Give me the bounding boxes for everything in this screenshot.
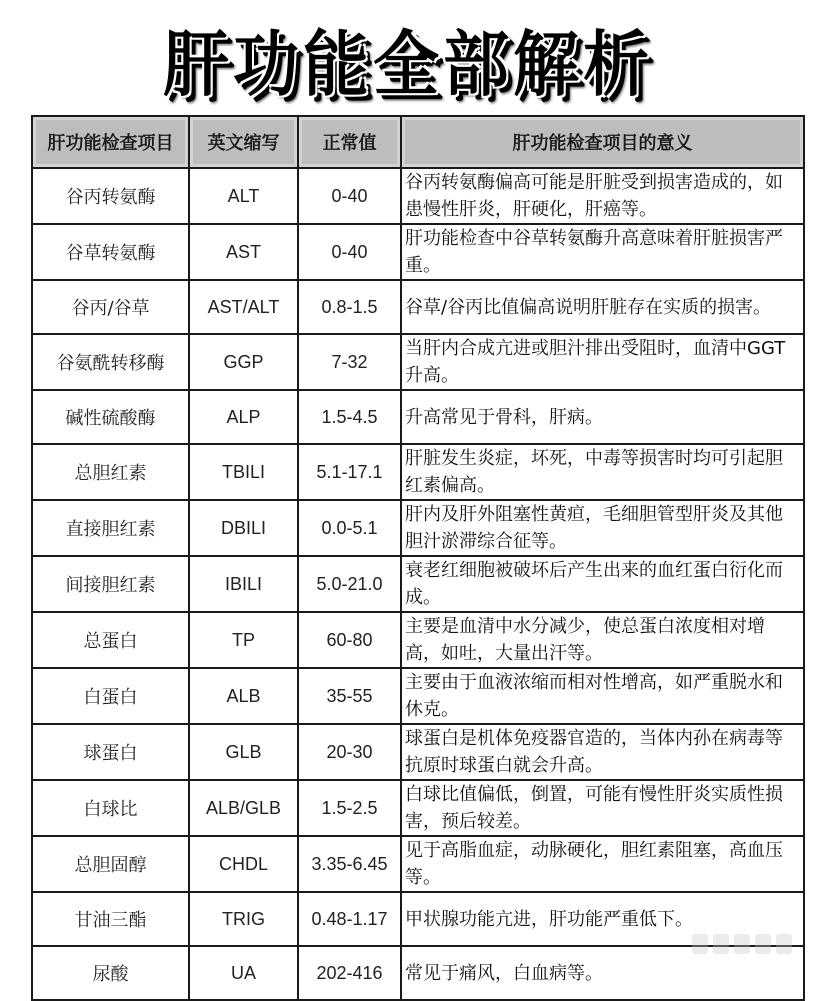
table-row [32, 724, 804, 780]
normal-range: 0.8-1.5 [298, 280, 401, 334]
test-name: 间接胆红素 [32, 556, 189, 612]
test-abbreviation: TBILI [189, 444, 298, 500]
header-test-item: 肝功能检查项目 [32, 116, 189, 168]
header-meaning: 肝功能检查项目的意义 [401, 116, 804, 168]
page-title: 肝功能全部解析 [163, 22, 653, 107]
test-name: 碱性硫酸酶 [32, 390, 189, 444]
table-row [32, 168, 804, 224]
watermark-glyph [692, 934, 708, 954]
normal-range: 5.1-17.1 [298, 444, 401, 500]
test-meaning: 当肝内合成亢进或胆汁排出受阻时，血清中GGT升高。 [401, 334, 804, 390]
normal-range: 202-416 [298, 946, 401, 1000]
header-normal-range: 正常值 [298, 116, 401, 168]
normal-range: 60-80 [298, 612, 401, 668]
watermark-glyph [713, 934, 729, 954]
normal-range: 20-30 [298, 724, 401, 780]
test-abbreviation: GGP [189, 334, 298, 390]
table-row [32, 892, 804, 946]
watermark-glyph [734, 934, 750, 954]
table-row [32, 280, 804, 334]
normal-range: 7-32 [298, 334, 401, 390]
test-name: 总蛋白 [32, 612, 189, 668]
table-row [32, 500, 804, 556]
test-name: 谷草转氨酶 [32, 224, 189, 280]
normal-range: 0.48-1.17 [298, 892, 401, 946]
table-row [32, 668, 804, 724]
test-meaning: 谷草/谷丙比值偏高说明肝脏存在实质的损害。 [401, 280, 804, 334]
table-row [32, 334, 804, 390]
table-row [32, 612, 804, 668]
table-row [32, 390, 804, 444]
test-meaning: 常见于痛风，白血病等。 [401, 946, 804, 1000]
test-meaning: 肝内及肝外阻塞性黄疸，毛细胆管型肝炎及其他胆汁淤滞综合征等。 [401, 500, 804, 556]
test-abbreviation: UA [189, 946, 298, 1000]
test-name: 谷丙/谷草 [32, 280, 189, 334]
test-name: 白蛋白 [32, 668, 189, 724]
test-meaning: 衰老红细胞被破坏后产生出来的血红蛋白衍化而成。 [401, 556, 804, 612]
test-abbreviation: IBILI [189, 556, 298, 612]
test-meaning: 肝功能检查中谷草转氨酶升高意味着肝脏损害严重。 [401, 224, 804, 280]
normal-range: 3.35-6.45 [298, 836, 401, 892]
test-meaning: 见于高脂血症，动脉硬化，胆红素阻塞，高血压等。 [401, 836, 804, 892]
test-meaning: 球蛋白是机体免疫器官造的，当体内孙在病毒等抗原时球蛋白就会升高。 [401, 724, 804, 780]
table-header-row [32, 116, 804, 168]
table-row [32, 444, 804, 500]
test-abbreviation: GLB [189, 724, 298, 780]
normal-range: 0-40 [298, 224, 401, 280]
normal-range: 35-55 [298, 668, 401, 724]
table-row [32, 556, 804, 612]
test-meaning: 肝脏发生炎症，坏死，中毒等损害时均可引起胆红素偏高。 [401, 444, 804, 500]
test-name: 谷丙转氨酶 [32, 168, 189, 224]
watermark-logo [692, 931, 802, 957]
test-name: 白球比 [32, 780, 189, 836]
test-abbreviation: ALB [189, 668, 298, 724]
table-row [32, 224, 804, 280]
test-name: 总胆红素 [32, 444, 189, 500]
test-abbreviation: DBILI [189, 500, 298, 556]
test-abbreviation: CHDL [189, 836, 298, 892]
watermark-glyph [776, 934, 792, 954]
test-meaning: 升高常见于骨科，肝病。 [401, 390, 804, 444]
test-abbreviation: ALB/GLB [189, 780, 298, 836]
normal-range: 1.5-2.5 [298, 780, 401, 836]
test-name: 甘油三酯 [32, 892, 189, 946]
test-abbreviation: TRIG [189, 892, 298, 946]
table-row [32, 836, 804, 892]
test-meaning: 主要由于血液浓缩而相对性增高，如严重脱水和休克。 [401, 668, 804, 724]
normal-range: 5.0-21.0 [298, 556, 401, 612]
test-abbreviation: ALT [189, 168, 298, 224]
normal-range: 1.5-4.5 [298, 390, 401, 444]
test-meaning: 甲状腺功能亢进，肝功能严重低下。 [401, 892, 804, 946]
test-meaning: 谷丙转氨酶偏高可能是肝脏受到损害造成的，如患慢性肝炎，肝硬化，肝癌等。 [401, 168, 804, 224]
test-abbreviation: AST/ALT [189, 280, 298, 334]
test-name: 直接胆红素 [32, 500, 189, 556]
table-row [32, 780, 804, 836]
test-name: 总胆固醇 [32, 836, 189, 892]
test-name: 尿酸 [32, 946, 189, 1000]
liver-function-table [31, 115, 805, 1001]
watermark-glyph [755, 934, 771, 954]
normal-range: 0.0-5.1 [298, 500, 401, 556]
header-abbreviation: 英文缩写 [189, 116, 298, 168]
test-abbreviation: ALP [189, 390, 298, 444]
test-abbreviation: TP [189, 612, 298, 668]
test-meaning: 白球比值偏低，倒置，可能有慢性肝炎实质性损害，预后较差。 [401, 780, 804, 836]
table-row [32, 946, 804, 1000]
normal-range: 0-40 [298, 168, 401, 224]
test-meaning: 主要是血清中水分减少，使总蛋白浓度相对增高，如吐，大量出汗等。 [401, 612, 804, 668]
test-abbreviation: AST [189, 224, 298, 280]
test-name: 谷氨酰转移酶 [32, 334, 189, 390]
test-name: 球蛋白 [32, 724, 189, 780]
